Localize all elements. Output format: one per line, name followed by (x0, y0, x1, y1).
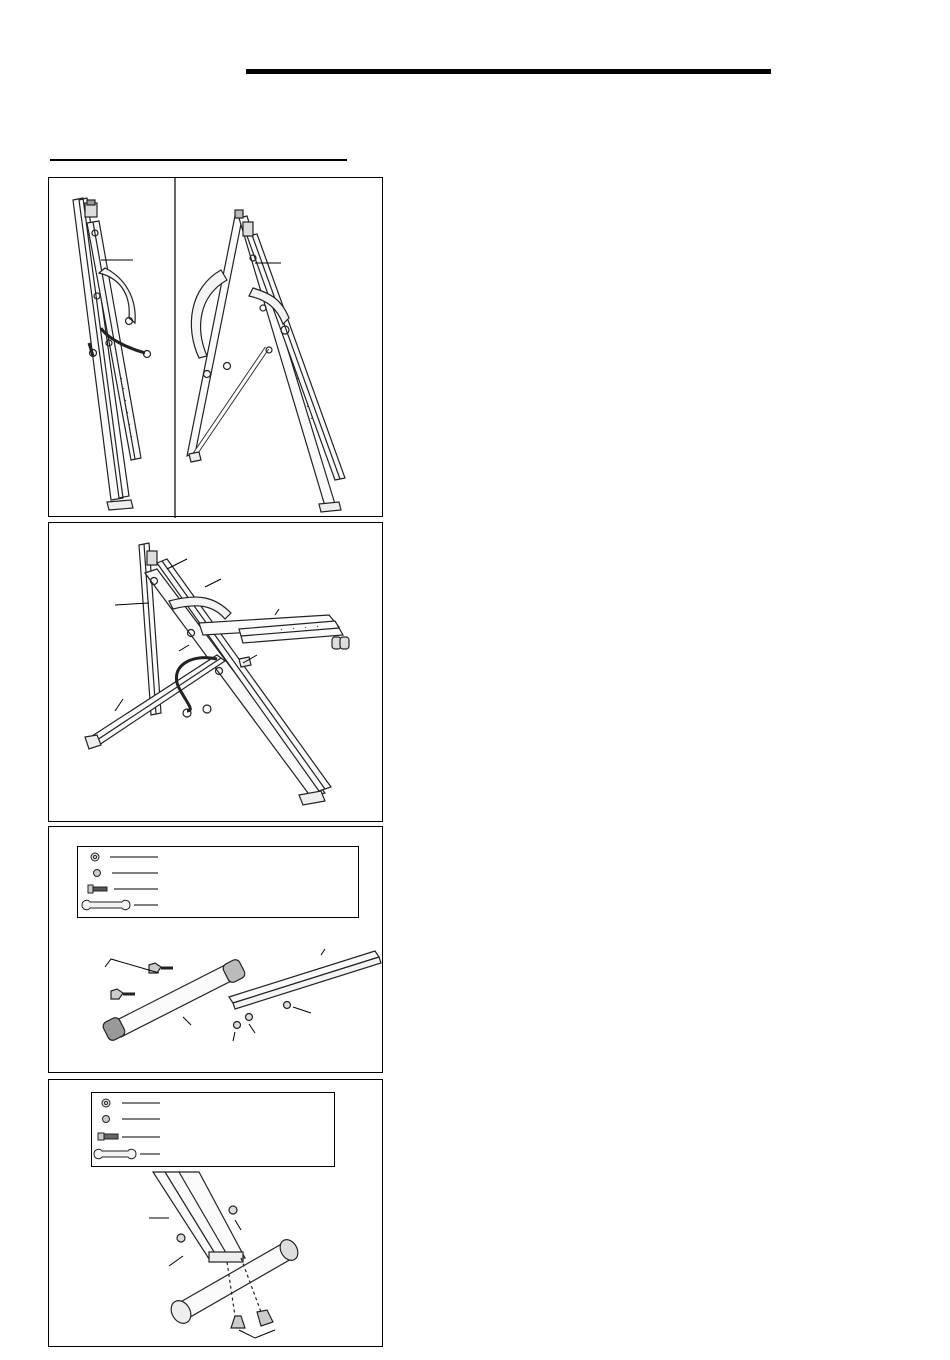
figure-3-drawing (49, 827, 384, 1074)
folded-frame-drawing (73, 198, 151, 510)
figure-2-drawing (49, 523, 384, 823)
page-heading (246, 40, 771, 64)
figure-1-drawing (49, 178, 384, 518)
figure-4-panel (48, 1079, 383, 1347)
section-heading-underline (50, 159, 347, 161)
figure-2-panel (48, 522, 383, 822)
unfolded-frame-drawing (187, 210, 345, 512)
figure-4-drawing (49, 1080, 384, 1348)
section-heading (50, 135, 347, 155)
figure-1-panel (48, 177, 383, 517)
header-rule (246, 69, 771, 74)
figure-3-panel (48, 826, 383, 1073)
